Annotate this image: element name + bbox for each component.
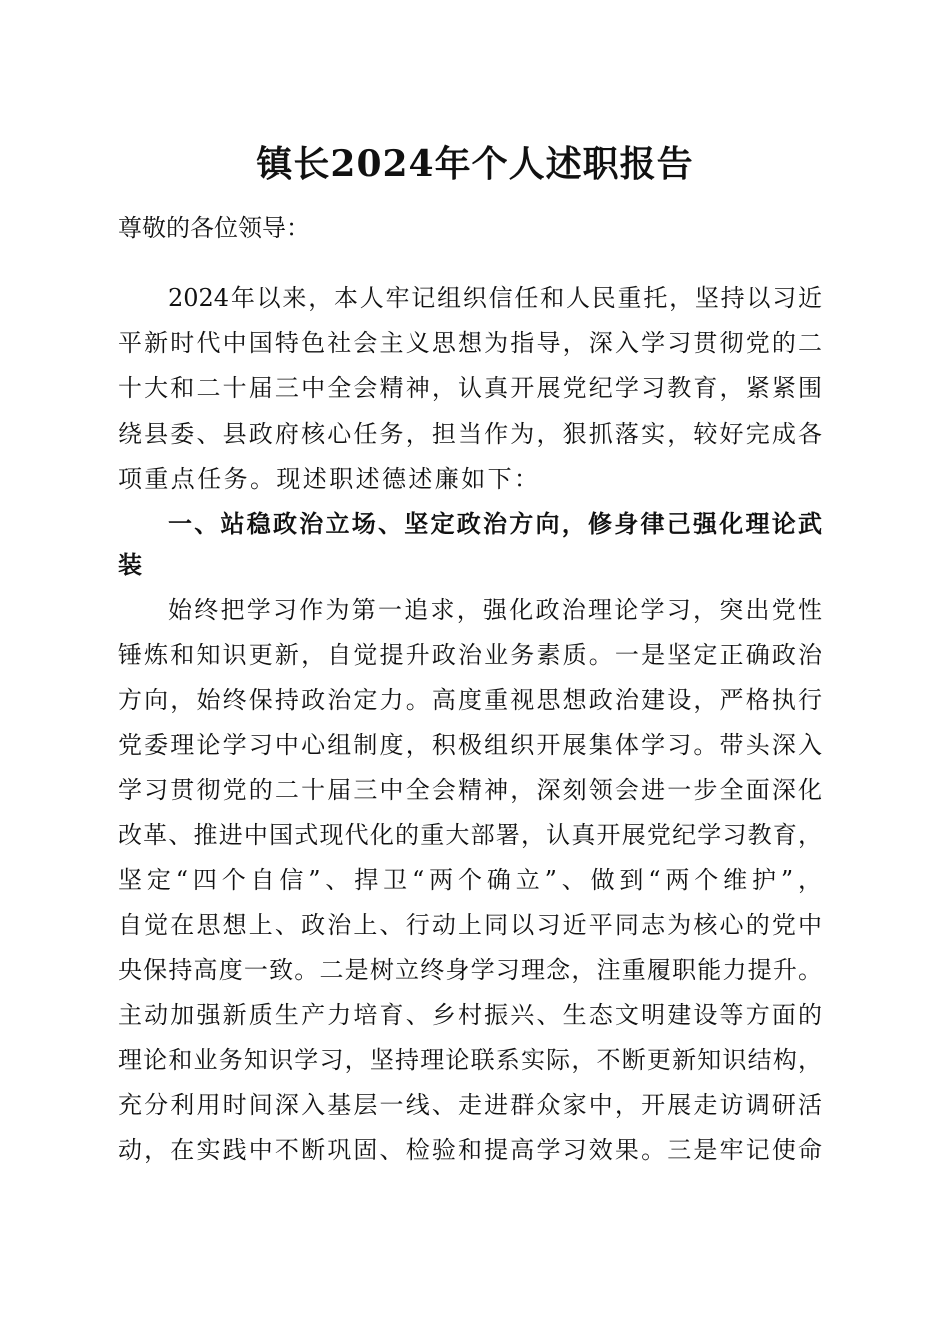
section-heading: 装 [118, 550, 145, 579]
body-line: 坚定“四个自信”、捍卫“两个确立”、做到“两个维护”， [118, 866, 822, 894]
salutation: 尊敬的各位领导： [118, 214, 310, 242]
body-line: 主动加强新质生产力培育、乡村振兴、生态文明建设等方面的 [118, 1001, 822, 1029]
document-title: 镇长2024年个人述职报告 [256, 143, 694, 185]
section-heading: 一、站稳政治立场、坚定政治方向，修身律己强化理论武 [168, 509, 822, 538]
body-line: 始终把学习作为第一追求，强化政治理论学习，突出党性 [168, 596, 822, 624]
body-line: 理论和业务知识学习，坚持理论联系实际，不断更新知识结构， [118, 1046, 822, 1074]
body-line: 方向，始终保持政治定力。高度重视思想政治建设，严格执行 [118, 686, 822, 714]
intro-line: 平新时代中国特色社会主义思想为指导，深入学习贯彻党的二 [118, 329, 822, 357]
body-line: 学习贯彻党的二十届三中全会精神，深刻领会进一步全面深化 [118, 776, 822, 804]
body-line: 党委理论学习中心组制度，积极组织开展集体学习。带头深入 [118, 731, 822, 759]
intro-line: 十大和二十届三中全会精神，认真开展党纪学习教育，紧紧围 [118, 374, 822, 402]
body-line: 充分利用时间深入基层一线、走进群众家中，开展走访调研活 [118, 1091, 822, 1119]
intro-line: 2024年以来，本人牢记组织信任和人民重托，坚持以习近 [168, 284, 822, 312]
intro-line: 项重点任务。现述职述德述廉如下： [118, 465, 541, 493]
body-line: 动，在实践中不断巩固、检验和提高学习效果。三是牢记使命 [118, 1136, 822, 1164]
body-line: 改革、推进中国式现代化的重大部署，认真开展党纪学习教育， [118, 821, 822, 849]
intro-line: 绕县委、县政府核心任务，担当作为，狠抓落实，较好完成各 [118, 420, 822, 448]
body-line: 锤炼和知识更新，自觉提升政治业务素质。一是坚定正确政治 [118, 641, 822, 669]
body-line: 央保持高度一致。二是树立终身学习理念，注重履职能力提升。 [118, 956, 822, 984]
body-line: 自觉在思想上、政治上、行动上同以习近平同志为核心的党中 [118, 911, 822, 939]
